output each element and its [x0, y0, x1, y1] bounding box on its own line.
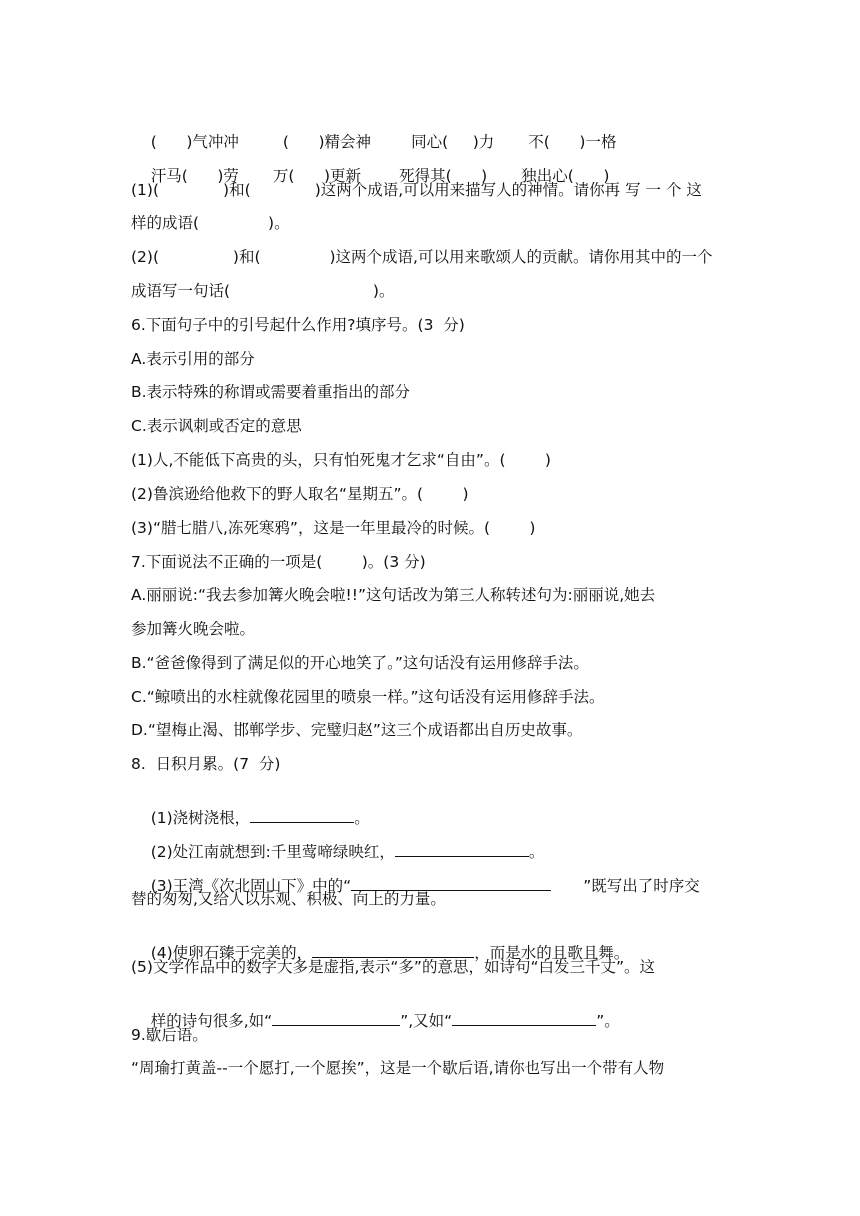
- question-8-heading: 8. 日积月累。(7 分): [131, 755, 281, 773]
- question-5-1-line-1: (1)( )和( )这两个成语,可以用来描写人的神情。请你再 写 一 个 这: [131, 181, 702, 199]
- idiom-blank-5: 汗马( )劳: [150, 167, 239, 185]
- q7-option-b: B.“爸爸像得到了满足似的开心地笑了。”这句话没有运用修辞手法。: [131, 654, 589, 672]
- q8-item-1-end: 。: [354, 809, 370, 827]
- q8-item-5-line-1: (5)文学作品中的数字大多是虚指,表示“多”的意思，如诗句“白发三千丈”。这: [131, 958, 656, 976]
- q7-option-d: D.“望梅止渴、邯郸学步、完璧归赵”这三个成语都出自历史故事。: [131, 721, 583, 739]
- q7-option-c: C.“鲸喷出的水柱就像花园里的喷泉一样。”这句话没有运用修辞手法。: [131, 688, 605, 706]
- q8-item-5-mid: ”,又如“: [400, 1012, 453, 1030]
- option-b: B.表示特殊的称谓或需要着重指出的部分: [131, 383, 411, 401]
- idiom-blank-8: 独出心( ): [521, 167, 610, 185]
- idiom-blank-7: 死得其( ): [399, 167, 488, 185]
- question-5-2-line-2: 成语写一句话( )。: [131, 282, 395, 300]
- q7-option-a-line-2: 参加篝火晚会啦。: [131, 620, 256, 638]
- answer-blank: [272, 1011, 400, 1026]
- q8-item-1-text: (1)浇树浇根，: [150, 809, 251, 827]
- option-a: A.表示引用的部分: [131, 350, 255, 368]
- idiom-blank-6: 万( )更新: [272, 167, 362, 185]
- q8-item-2-end: 。: [528, 843, 545, 861]
- idiom-blank-1: ( )气冲冲: [150, 133, 239, 151]
- q8-item-5-text: 样的诗句很多,如“: [150, 1012, 273, 1030]
- q8-item-2-text: (2)处江南就想到:千里莺啼绿映红，: [150, 843, 395, 861]
- q8-item-3-text: (3)王湾《次北固山下》中的“: [150, 877, 352, 895]
- question-6-heading: 6.下面句子中的引号起什么作用?填序号。(3 分): [131, 316, 465, 334]
- option-c: C.表示讽刺或否定的意思: [131, 417, 302, 435]
- answer-blank: [452, 1011, 596, 1026]
- q8-item-4-text: (4)使卵石臻于完美的，: [150, 944, 313, 962]
- question-5-1-line-2: 样的成语( )。: [131, 214, 290, 232]
- q8-item-3-end: ”既写出了时序交: [583, 877, 700, 895]
- question-7-heading: 7.下面说法不正确的一项是( )。(3 分): [131, 553, 426, 571]
- q7-option-a-line-1: A.丽丽说:“我去参加篝火晚会啦!!”这句话改为第三人称转述句为:丽丽说,她去: [131, 586, 656, 604]
- answer-blank: [312, 943, 474, 958]
- question-5-2-line-1: (2)( )和( )这两个成语,可以用来歌颂人的贡献。请你用其中的一个: [131, 248, 713, 266]
- question-9-heading: 9.歇后语。: [131, 1026, 208, 1044]
- idiom-blank-2: ( )精会神: [282, 133, 372, 151]
- answer-blank: [395, 842, 529, 857]
- sentence-1: (1)人,不能低下高贵的头，只有怕死鬼才乞求“自由”。( ): [131, 451, 551, 469]
- q8-item-4-end: ，而是水的且歌且舞。: [474, 944, 630, 962]
- idiom-blank-4: 不( )一格: [528, 133, 617, 151]
- answer-blank: [250, 808, 354, 823]
- q8-item-3-line-2: 替的匆匆,又给人以乐观、积极、向上的力量。: [131, 890, 446, 908]
- question-9-text: “周瑜打黄盖--一个愿打,一个愿挨”，这是一个歇后语,请你也写出一个带有人物: [131, 1059, 665, 1077]
- sentence-2: (2)鲁滨逊给他救下的野人取名“星期五”。( ): [131, 485, 469, 503]
- q8-item-5-end: ”。: [596, 1012, 620, 1030]
- idiom-blank-3: 同心( )力: [411, 133, 495, 151]
- sentence-3: (3)“腊七腊八,冻死寒鸦”，这是一年里最冷的时候。( ): [131, 519, 536, 537]
